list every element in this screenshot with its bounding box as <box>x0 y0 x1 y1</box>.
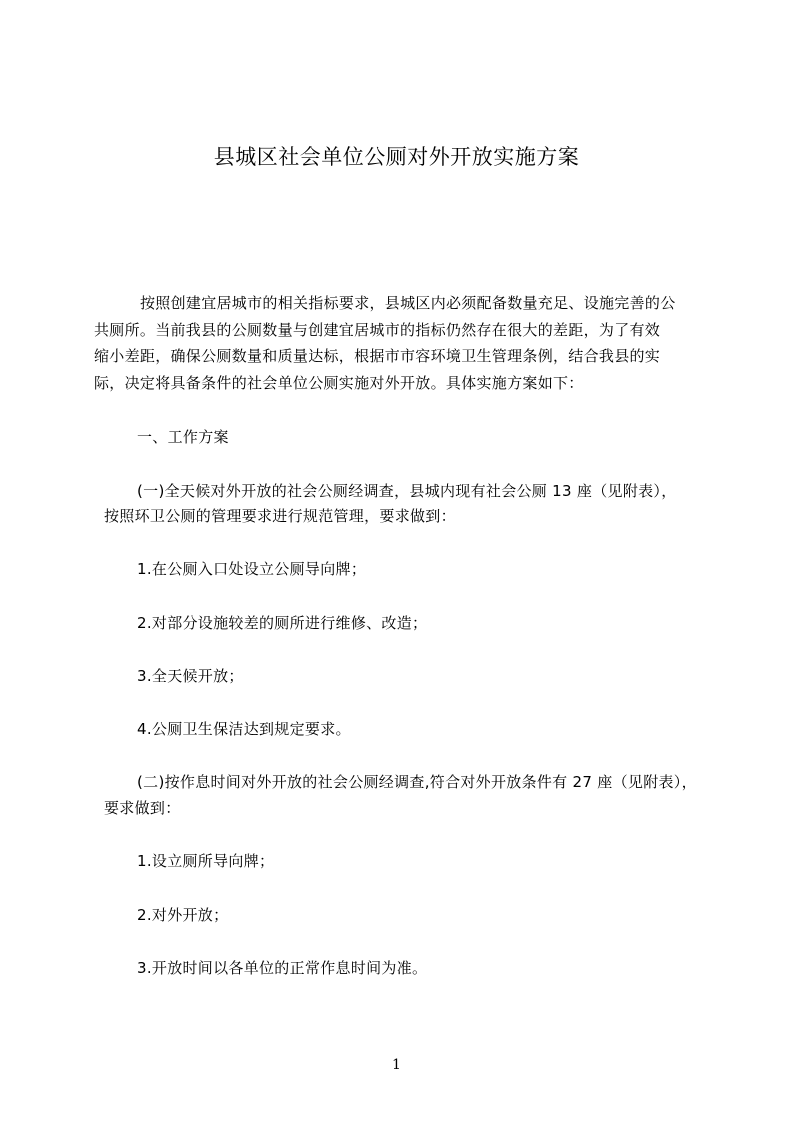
part1-line-2: 按照环卫公厕的管理要求进行规范管理，要求做到： <box>104 507 456 525</box>
page-number: 1 <box>392 1057 401 1073</box>
section-heading: 一、工作方案 <box>137 428 229 446</box>
part2-item-3: 3.开放时间以各单位的正常作息时间为准。 <box>137 959 428 977</box>
document-title: 县城区社会单位公厕对外开放实施方案 <box>213 145 580 169</box>
part1-item-4: 4.公厕卫生保洁达到规定要求。 <box>137 720 351 738</box>
part2-line-2: 要求做到： <box>104 799 181 817</box>
intro-line-4: 际，决定将具备条件的社会单位公厕实施对外开放。具体实施方案如下： <box>94 374 584 392</box>
part2-line-1: (二)按作息时间对外开放的社会公厕经调查,符合对外开放条件有 27 座（见附表）， <box>137 773 697 791</box>
part1-item-3: 3.全天候开放； <box>137 667 244 685</box>
part2-item-1: 1.设立厕所导向牌； <box>137 852 275 870</box>
part1-item-2: 2.对部分设施较差的厕所进行维修、改造； <box>137 614 428 632</box>
part2-item-2: 2.对外开放； <box>137 906 229 924</box>
part1-item-1: 1.在公厕入口处设立公厕导向牌； <box>137 560 367 578</box>
part1-line-1: (一)全天候对外开放的社会公厕经调查，县城内现有社会公厕 13 座（见附表）， <box>137 482 677 500</box>
intro-line-3: 缩小差距，确保公厕数量和质量达标，根据市市容环境卫生管理条例，结合我县的实 <box>94 347 661 365</box>
intro-line-2: 共厕所。当前我县的公厕数量与创建宜居城市的指标仍然存在很大的差距，为了有效 <box>94 321 661 339</box>
intro-line-1: 按照创建宜居城市的相关指标要求，县城区内必须配备数量充足、设施完善的公 <box>140 294 676 312</box>
